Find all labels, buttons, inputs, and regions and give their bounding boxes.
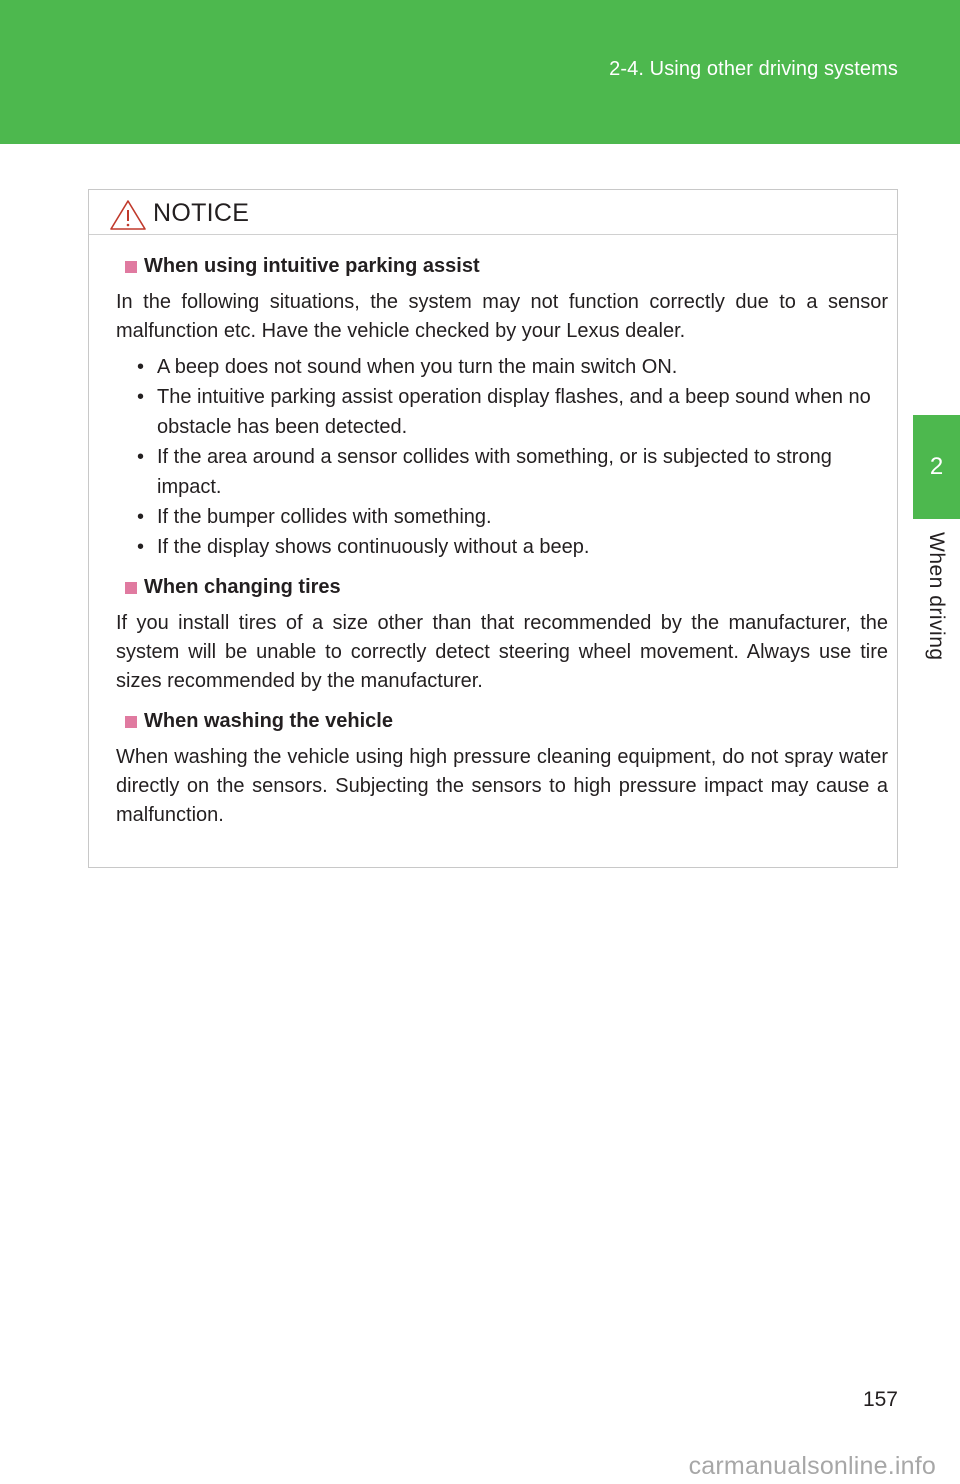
list-item-text: If the area around a sensor collides with something, or is subjected to strong impact. bbox=[157, 446, 832, 498]
section-heading bbox=[116, 710, 888, 733]
chapter-label: When driving bbox=[925, 532, 948, 661]
bullet-dot-icon: • bbox=[137, 536, 145, 558]
chapter-tab[interactable] bbox=[913, 415, 960, 519]
warning-triangle-icon bbox=[109, 199, 147, 231]
section-heading-text: When washing the vehicle bbox=[144, 710, 393, 732]
section-heading-text: When using intuitive parking assist bbox=[144, 255, 480, 277]
section-heading bbox=[116, 576, 888, 599]
list-item-text: If the bumper collides with something. bbox=[157, 506, 492, 528]
square-bullet-icon bbox=[125, 261, 137, 273]
square-bullet-icon bbox=[125, 716, 137, 728]
bullet-dot-icon: • bbox=[137, 356, 145, 378]
notice-body bbox=[89, 235, 897, 830]
section-paragraph: If you install tires of a size other than that recommended by the manufacturer, the system will be unable to correctly detect steering wheel movement. Always use tire sizes recommended by the manufacturer. bbox=[116, 612, 888, 692]
section-heading-text: When changing tires bbox=[144, 576, 341, 598]
list-item-text: If the display shows continuously without a beep. bbox=[157, 536, 590, 558]
list-item bbox=[137, 352, 888, 382]
notice-box bbox=[88, 189, 898, 868]
bullet-list bbox=[116, 352, 888, 562]
section-washing-vehicle bbox=[116, 710, 888, 830]
list-item bbox=[137, 532, 888, 562]
bullet-dot-icon: • bbox=[137, 446, 145, 468]
section-title: 2-4. Using other driving systems bbox=[609, 58, 898, 80]
list-item-text: A beep does not sound when you turn the main switch ON. bbox=[157, 356, 678, 378]
page-number: 157 bbox=[862, 1388, 898, 1411]
section-heading bbox=[116, 255, 888, 278]
bullet-dot-icon: • bbox=[137, 386, 145, 408]
list-item-text: The intuitive parking assist operation display flashes, and a beep sound when no obstacle has been detected. bbox=[157, 386, 871, 438]
section-changing-tires bbox=[116, 576, 888, 696]
bullet-dot-icon: • bbox=[137, 506, 145, 528]
notice-header bbox=[89, 190, 897, 235]
section-paragraph: When washing the vehicle using high pressure cleaning equipment, do not spray water directly on the sensors. Subjecting the sensors to high pressure impact may cause a malfunction. bbox=[116, 746, 888, 826]
square-bullet-icon bbox=[125, 582, 137, 594]
chapter-number: 2 bbox=[929, 453, 944, 480]
notice-title: NOTICE bbox=[153, 199, 250, 227]
list-item bbox=[137, 442, 888, 502]
section-paragraph: In the following situations, the system may not function correctly due to a sensor malfunction etc. Have the vehicle checked by your Lexus dealer. bbox=[116, 291, 888, 342]
section-parking-assist bbox=[116, 255, 888, 562]
watermark: carmanualsonline.info bbox=[688, 1452, 936, 1480]
list-item bbox=[137, 502, 888, 532]
list-item bbox=[137, 382, 888, 442]
header-band bbox=[0, 0, 960, 144]
